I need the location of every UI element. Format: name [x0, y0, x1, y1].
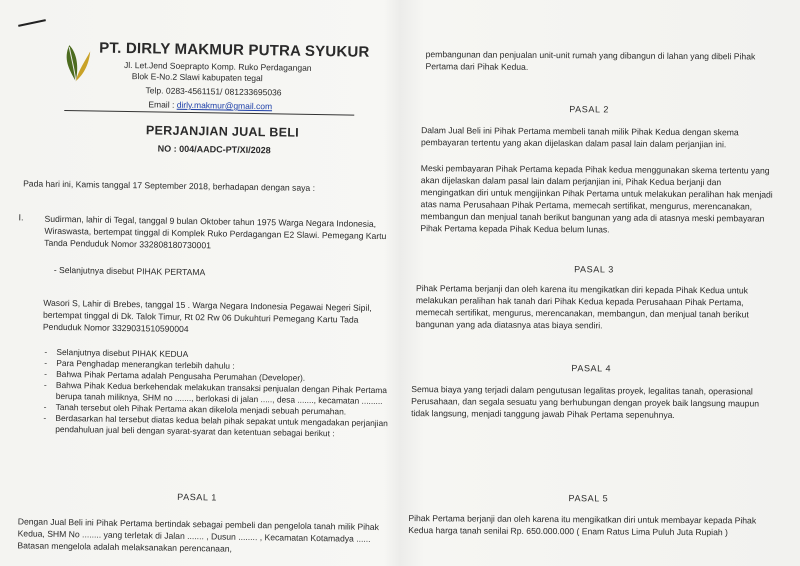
pasal-3-text: Pihak Pertama berjanji dan oleh karena itu mengikatkan diri kepada Pihak Kedua untuk melakukan peralihan hak tanah dari Pihak Kedua kepada Perusahaan Pihak Pertama, memecah sertifikat, mengurus, merencanakan, membangun, dan menjual tanah berikut bangunan yang ada diatasnya atas biaya sendiri. — [415, 283, 749, 331]
opening-paragraph: Pada hari ini, Kamis tanggal 17 September 2018, berhadapan dengan saya : — [23, 178, 316, 193]
document-title: PERJANJIAN JUAL BELI — [145, 123, 300, 140]
pasal-2-paragraph-2: Meski pembayaran Pihak Pertama kepada Pihak kedua menggunakan skema tertentu yang akan dijelaskan dalam pasal lain dalam perjanjian ini, Pihak Kedua berjanji dan mengingatkan diri untuk mengijinkan Pihak Pertama untuk melakukan peralihan hak menjadi atas nama Perusahaan Pihak Pertama, memecah sertifikat, mengurus, merencanakan, membangun dan menjual tanah berikut bangunan yang ada di atasnya meski pembayaran Pihak Pertama kepada Pihak Kedua belum lunas. — [420, 163, 773, 235]
second-party-paragraph: Wasori S, Lahir di Brebes, tanggal 15 . Warga Negara Indonesia Pegawai Negeri Sipil, bertempat tinggal di Dk. Talok Timur, Rt 02 Rw 06 Dukuhturi Pemegang Kartu Tada Penduduk Nomor 3329031510590004 — [42, 297, 372, 335]
pasal-1-heading: PASAL 1 — [177, 491, 218, 503]
pasal-5-heading: PASAL 5 — [568, 493, 609, 504]
first-party-note: - Selanjutnya disebut PIHAK PERTAMA — [53, 264, 206, 278]
phone-line: Telp. 0283-4561151/ 081233695036 — [145, 85, 282, 98]
email-label: Email : — [148, 99, 175, 110]
recitals-list — [43, 347, 389, 440]
first-party-paragraph: Sudirman, lahir di Tegal, tanggal 9 bulan Oktober tahun 1975 Warga Negara Indonesia, Wiraswasta, bertempat tinggal di Komplek Ruko Perdagangan E2 Slawi. Pemegang Kartu Tanda Penduduk Nomor 332808180730001 — [44, 213, 387, 251]
right-column — [400, 0, 800, 566]
list-item: - Para Penghadap menerangkan terlebih dahulu : — [44, 358, 389, 374]
list-item: - Bahwa Pihak Pertama adalah Pengusaha Perumahan (Developer). — [44, 369, 389, 385]
pasal-5-text: Pihak Pertama berjanji dan oleh karena itu mengikatkan diri untuk membayar kepada Pihak Kedua harga tanah senilai Rp. 650.000.000 ( Enam Ratus Lima Puluh Juta Rupiah ) — [408, 513, 757, 538]
address-line-1: Jl. Let.Jend Soeprapto Komp. Ruko Perdagangan — [123, 59, 312, 73]
list-item: - Tanah tersebut oleh Pihak Pertama akan dikelola menjadi sebuah perumahan. — [44, 402, 389, 418]
email-link[interactable]: dirly.makmur@gmail.com — [176, 99, 273, 112]
company-name: PT. DIRLY MAKMUR PUTRA SYUKUR — [99, 39, 370, 61]
list-item: - Bahwa Pihak Kedua berkehendak melakukan transaksi penjualan dengan Pihak Pertama berupa tanah miliknya, SHM no ......., berlokasi di jalan ....., desa ......., kecamatan ......... — [44, 380, 389, 407]
roman-numeral: I. — [18, 212, 24, 223]
list-item: - Selanjutnya disebut PIHAK KEDUA — [44, 347, 389, 363]
pasal-3-heading: PASAL 3 — [574, 264, 614, 275]
company-leaf-logo-icon — [59, 39, 94, 84]
pasal-2-paragraph-1: Dalam Jual Beli ini Pihak Pertama membeli tanah milik Pihak Kedua dengan skema pembayaran tertentu yang akan dijelaskan dalam pasal lain dalam perjanjian ini. — [420, 125, 739, 150]
pasal-2-heading: PASAL 2 — [569, 104, 610, 115]
list-item: - Berdasarkan hal tersebut diatas kedua belah pihak sepakat untuk mengadakan perjanjian pendahuluan jual beli dengan syarat-syarat dan ketentuan sebagai berikut : — [43, 413, 388, 440]
document-number: NO : 004/AADC-PT/XI/2028 — [157, 143, 271, 156]
pasal-4-text: Semua biaya yang terjadi dalam pengutusan legalitas proyek, legalitas tanah, operasional Perusahaan, dan segala sesuatu yang berhubungan dengan proyek baik langsung maupun tidak langsung, menjadi tanggung jawab Pihak Pertama sepenuhnya. — [411, 384, 760, 420]
email-line — [148, 99, 272, 112]
pasal-1-text: Dengan Jual Beli ini Pihak Pertama bertindak sebagai pembeli dan pengelola tanah milik Pihak Kedua, SHM No ........ yang terletak di Jalan ....... , Dusun ........ , Kecamatan Kotamadya ...... Batasan mengelola adalah melaksanakan perencanaan, — [17, 516, 380, 554]
pasal-4-heading: PASAL 4 — [571, 363, 612, 374]
address-line-2: Blok E-No.2 Slawi kabupaten tegal — [131, 71, 263, 84]
pasal-1-continuation: pembangunan dan penjualan unit-unit rumah yang dibangun di lahan yang dibeli Pihak Pertama dari Pihak Kedua. — [425, 49, 756, 72]
